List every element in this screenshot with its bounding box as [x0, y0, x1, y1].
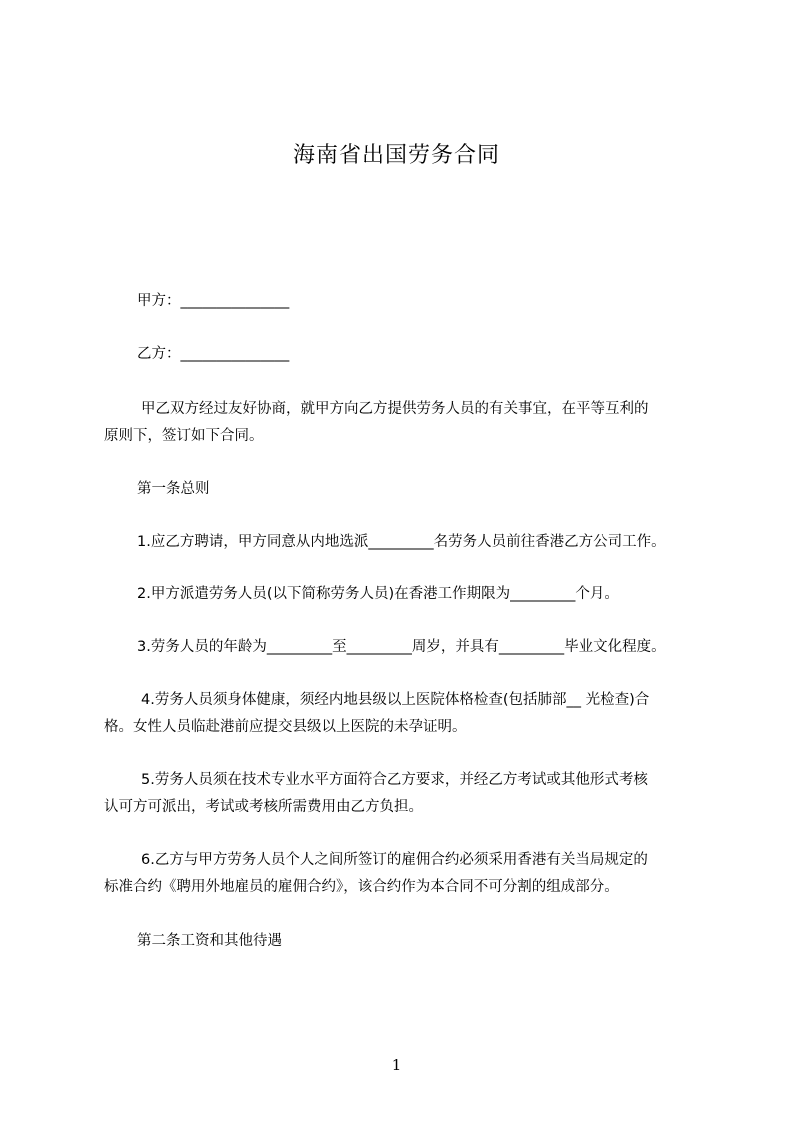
clause-5-line-1: 5.劳务人员须在技术专业水平方面符合乙方要求，并经乙方考试或其他形式考核 — [141, 772, 648, 788]
party-a-line — [137, 291, 289, 311]
party-a-label: 甲方： — [137, 293, 181, 309]
clause-4-line-2: 格。女性人员临赴港前应提交县级以上医院的未孕证明。 — [104, 719, 467, 735]
section-1-heading: 第一条总则 — [137, 481, 210, 497]
clause-4-line-1: 4.劳务人员须身体健康，须经内地县级以上医院体格检查(包括肺部__ 光检查)合 — [141, 692, 650, 708]
page-number: 1 — [391, 1056, 402, 1074]
clause-1: 1.应乙方聘请，甲方同意从内地选派_________名劳务人员前往香港乙方公司工作。 — [137, 534, 666, 550]
party-a-blank: _______________ — [180, 293, 290, 309]
clause-2: 2.甲方派遣劳务人员(以下简称劳务人员)在香港工作期限为_________个月。 — [137, 586, 619, 602]
clause-6-line-1: 6.乙方与甲方劳务人员个人之间所签订的雇佣合约必须采用香港有关当局规定的 — [141, 852, 648, 868]
intro-line-2: 原则下，签订如下合同。 — [104, 428, 264, 444]
clause-3: 3.劳务人员的年龄为_________至_________周岁，并具有_________毕业文化程度。 — [137, 639, 666, 655]
section-2-heading: 第二条工资和其他待遇 — [137, 933, 282, 949]
party-b-line — [137, 344, 289, 364]
page-title: 海南省出国劳务合同 — [292, 143, 500, 168]
clause-6-line-2: 标准合约《聘用外地雇员的雇佣合约》，该合约作为本合同不可分割的组成部分。 — [104, 879, 619, 895]
party-b-blank: _______________ — [180, 346, 290, 362]
intro-line-1: 甲乙双方经过友好协商，就甲方向乙方提供劳务人员的有关事宜，在平等互利的 — [141, 401, 649, 417]
party-b-label: 乙方： — [137, 346, 181, 362]
clause-5-line-2: 认可方可派出，考试或考核所需费用由乙方负担。 — [104, 799, 423, 815]
